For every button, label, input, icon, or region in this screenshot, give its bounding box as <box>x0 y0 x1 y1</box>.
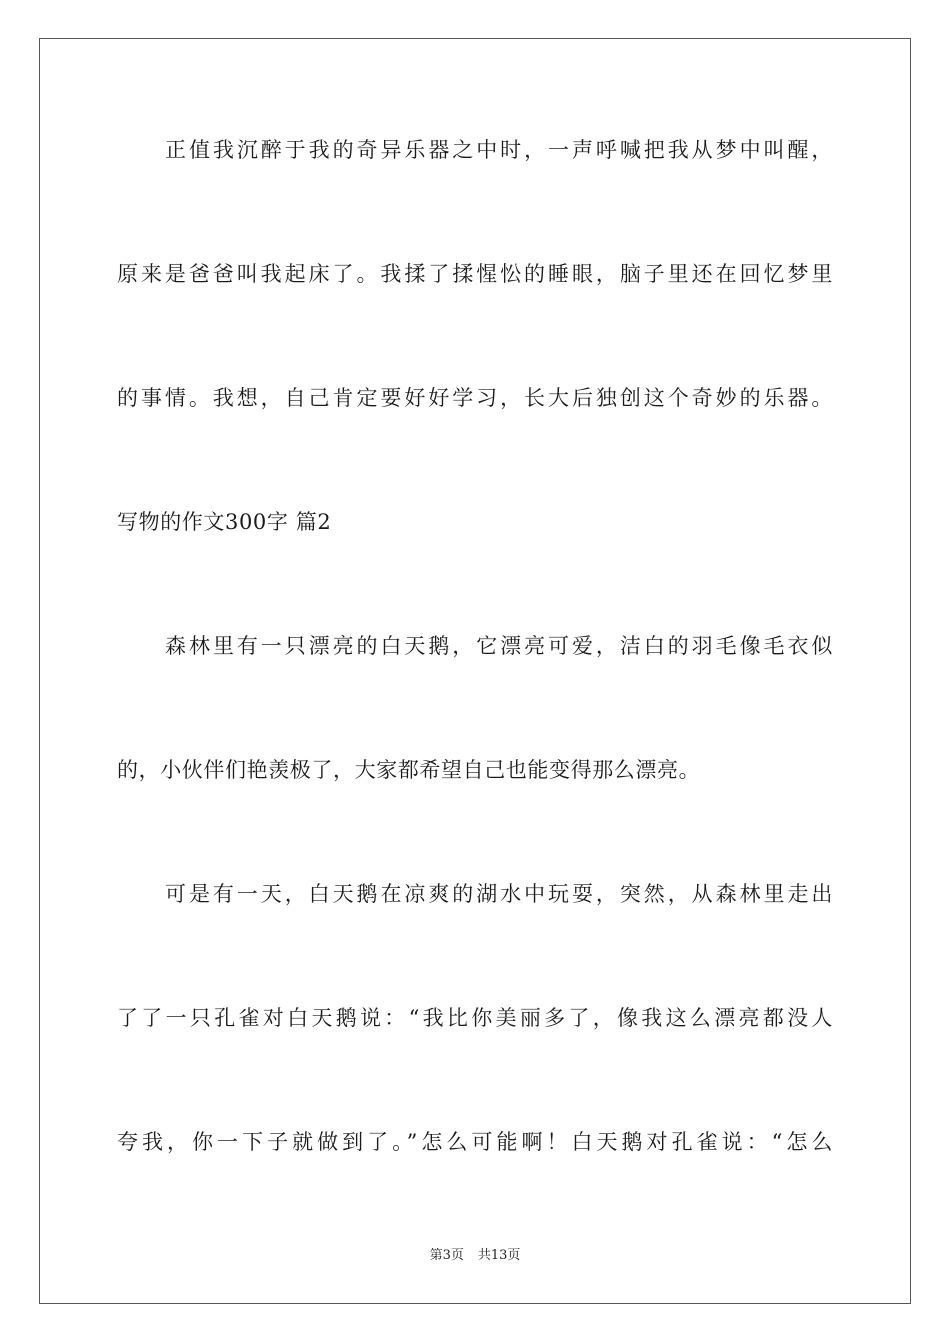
paragraph-line: 夸我，你一下子就做到了。”怎么可能啊！白天鹅对孔雀说：“怎么 <box>117 1130 833 1154</box>
paragraph-line: 原来是爸爸叫我起床了。我揉了揉惺忪的睡眼，脑子里还在回忆梦里 <box>117 262 833 286</box>
paragraph-line: 可是有一天，白天鹅在凉爽的湖水中玩耍，突然，从森林里走出 <box>165 882 833 906</box>
paragraph-line: 的，小伙伴们艳羡极了，大家都希望自己也能变得那么漂亮。 <box>117 758 701 782</box>
paragraph-line: 了了一只孔雀对白天鹅说：“我比你美丽多了，像我这么漂亮都没人 <box>117 1006 833 1030</box>
page-footer <box>0 1246 950 1266</box>
page-border <box>39 38 911 1304</box>
paragraph-line: 森林里有一只漂亮的白天鹅，它漂亮可爱，洁白的羽毛像毛衣似 <box>165 634 833 658</box>
page-number: 第3页 <box>429 1248 464 1263</box>
page-total: 共13页 <box>477 1248 521 1263</box>
paragraph-line: 正值我沉醉于我的奇异乐器之中时，一声呼喊把我从梦中叫醒， <box>165 138 833 162</box>
section-heading: 写物的作文300字 篇2 <box>117 510 332 534</box>
paragraph-line: 的事情。我想，自己肯定要好好学习，长大后独创这个奇妙的乐器。 <box>117 386 833 410</box>
